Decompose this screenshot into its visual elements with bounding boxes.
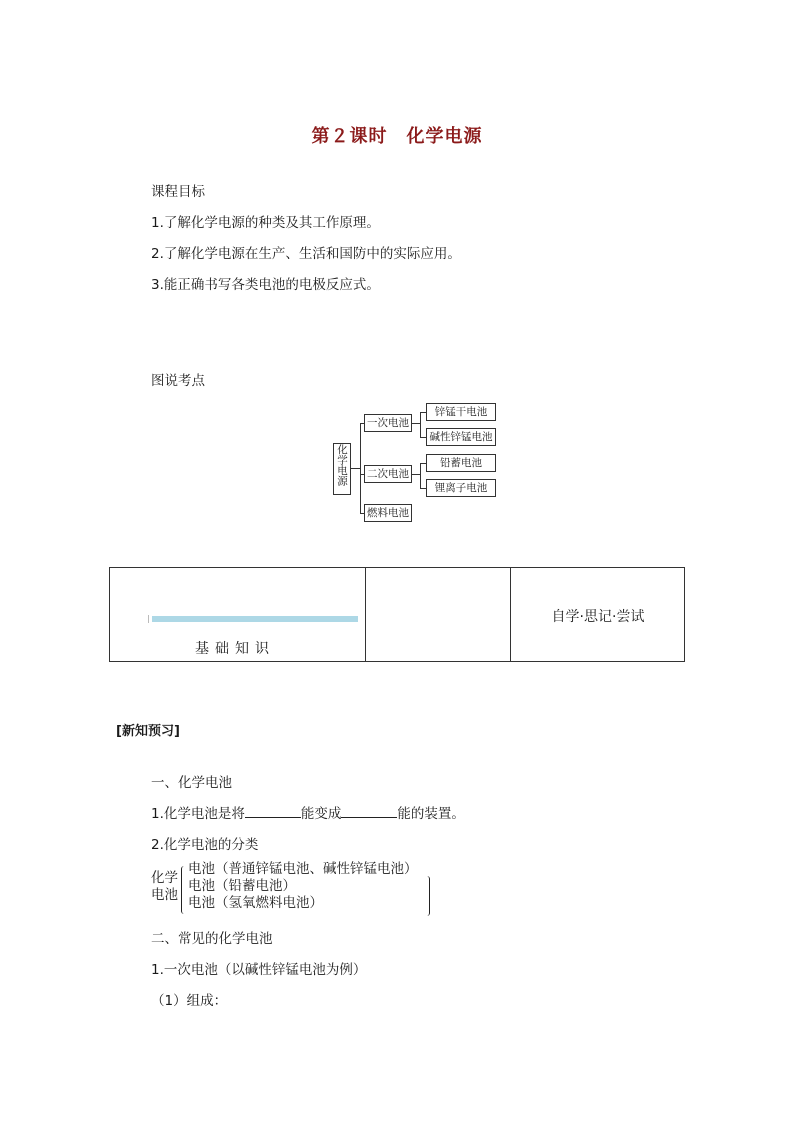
classification-list: 电池（普通锌锰电池、碱性锌锰电池） 电池（铅蓄电池） 电池（氢氧燃料电池） bbox=[188, 861, 418, 911]
heading-chem-battery: 一、化学电池 bbox=[151, 775, 232, 791]
objective-item: 1.了解化学电源的种类及其工作原理。 bbox=[151, 215, 380, 231]
objectives-heading: 课程目标 bbox=[151, 184, 205, 200]
fill-blank[interactable] bbox=[341, 805, 397, 818]
diagram-node-fuel: 燃料电池 bbox=[364, 504, 412, 522]
question-2: 2.化学电池的分类 bbox=[151, 837, 259, 853]
banner-left-label: 基础知识 bbox=[195, 641, 275, 657]
page-title: 第２课时 化学电源 bbox=[311, 126, 483, 147]
diagram-node-primary: 一次电池 bbox=[364, 414, 412, 432]
left-brace bbox=[181, 866, 186, 914]
section-banner bbox=[109, 567, 685, 662]
fill-blank[interactable] bbox=[245, 805, 301, 818]
classification-label: 化学 电池 bbox=[151, 870, 178, 903]
right-brace bbox=[425, 876, 430, 916]
diagram-leaf: 碱性锌锰电池 bbox=[426, 428, 496, 446]
diagram-root-box bbox=[333, 443, 351, 495]
heading-common-batteries: 二、常见的化学电池 bbox=[151, 931, 273, 947]
diagram-node-secondary: 二次电池 bbox=[364, 465, 412, 483]
diagram-root-label: 化学电源 bbox=[336, 444, 348, 486]
banner-right-label: 自学·思记·尝试 bbox=[551, 609, 645, 625]
subheading-composition: （1）组成： bbox=[151, 993, 228, 1009]
subheading-primary-battery: 1.一次电池（以碱性锌锰电池为例） bbox=[151, 962, 367, 978]
decorative-bar bbox=[152, 616, 358, 622]
question-1: 1.化学电池是将 能变成 能的装置。 bbox=[151, 806, 465, 822]
objective-item: 2.了解化学电源在生产、生活和国防中的实际应用。 bbox=[151, 246, 461, 262]
diagram-heading: 图说考点 bbox=[151, 373, 205, 389]
section-label: [新知预习] bbox=[116, 724, 180, 739]
objective-item: 3.能正确书写各类电池的电极反应式。 bbox=[151, 277, 380, 293]
diagram-leaf: 锌锰干电池 bbox=[426, 403, 496, 421]
diagram-leaf: 锂离子电池 bbox=[426, 479, 496, 497]
diagram-leaf: 铅蓄电池 bbox=[426, 454, 496, 472]
